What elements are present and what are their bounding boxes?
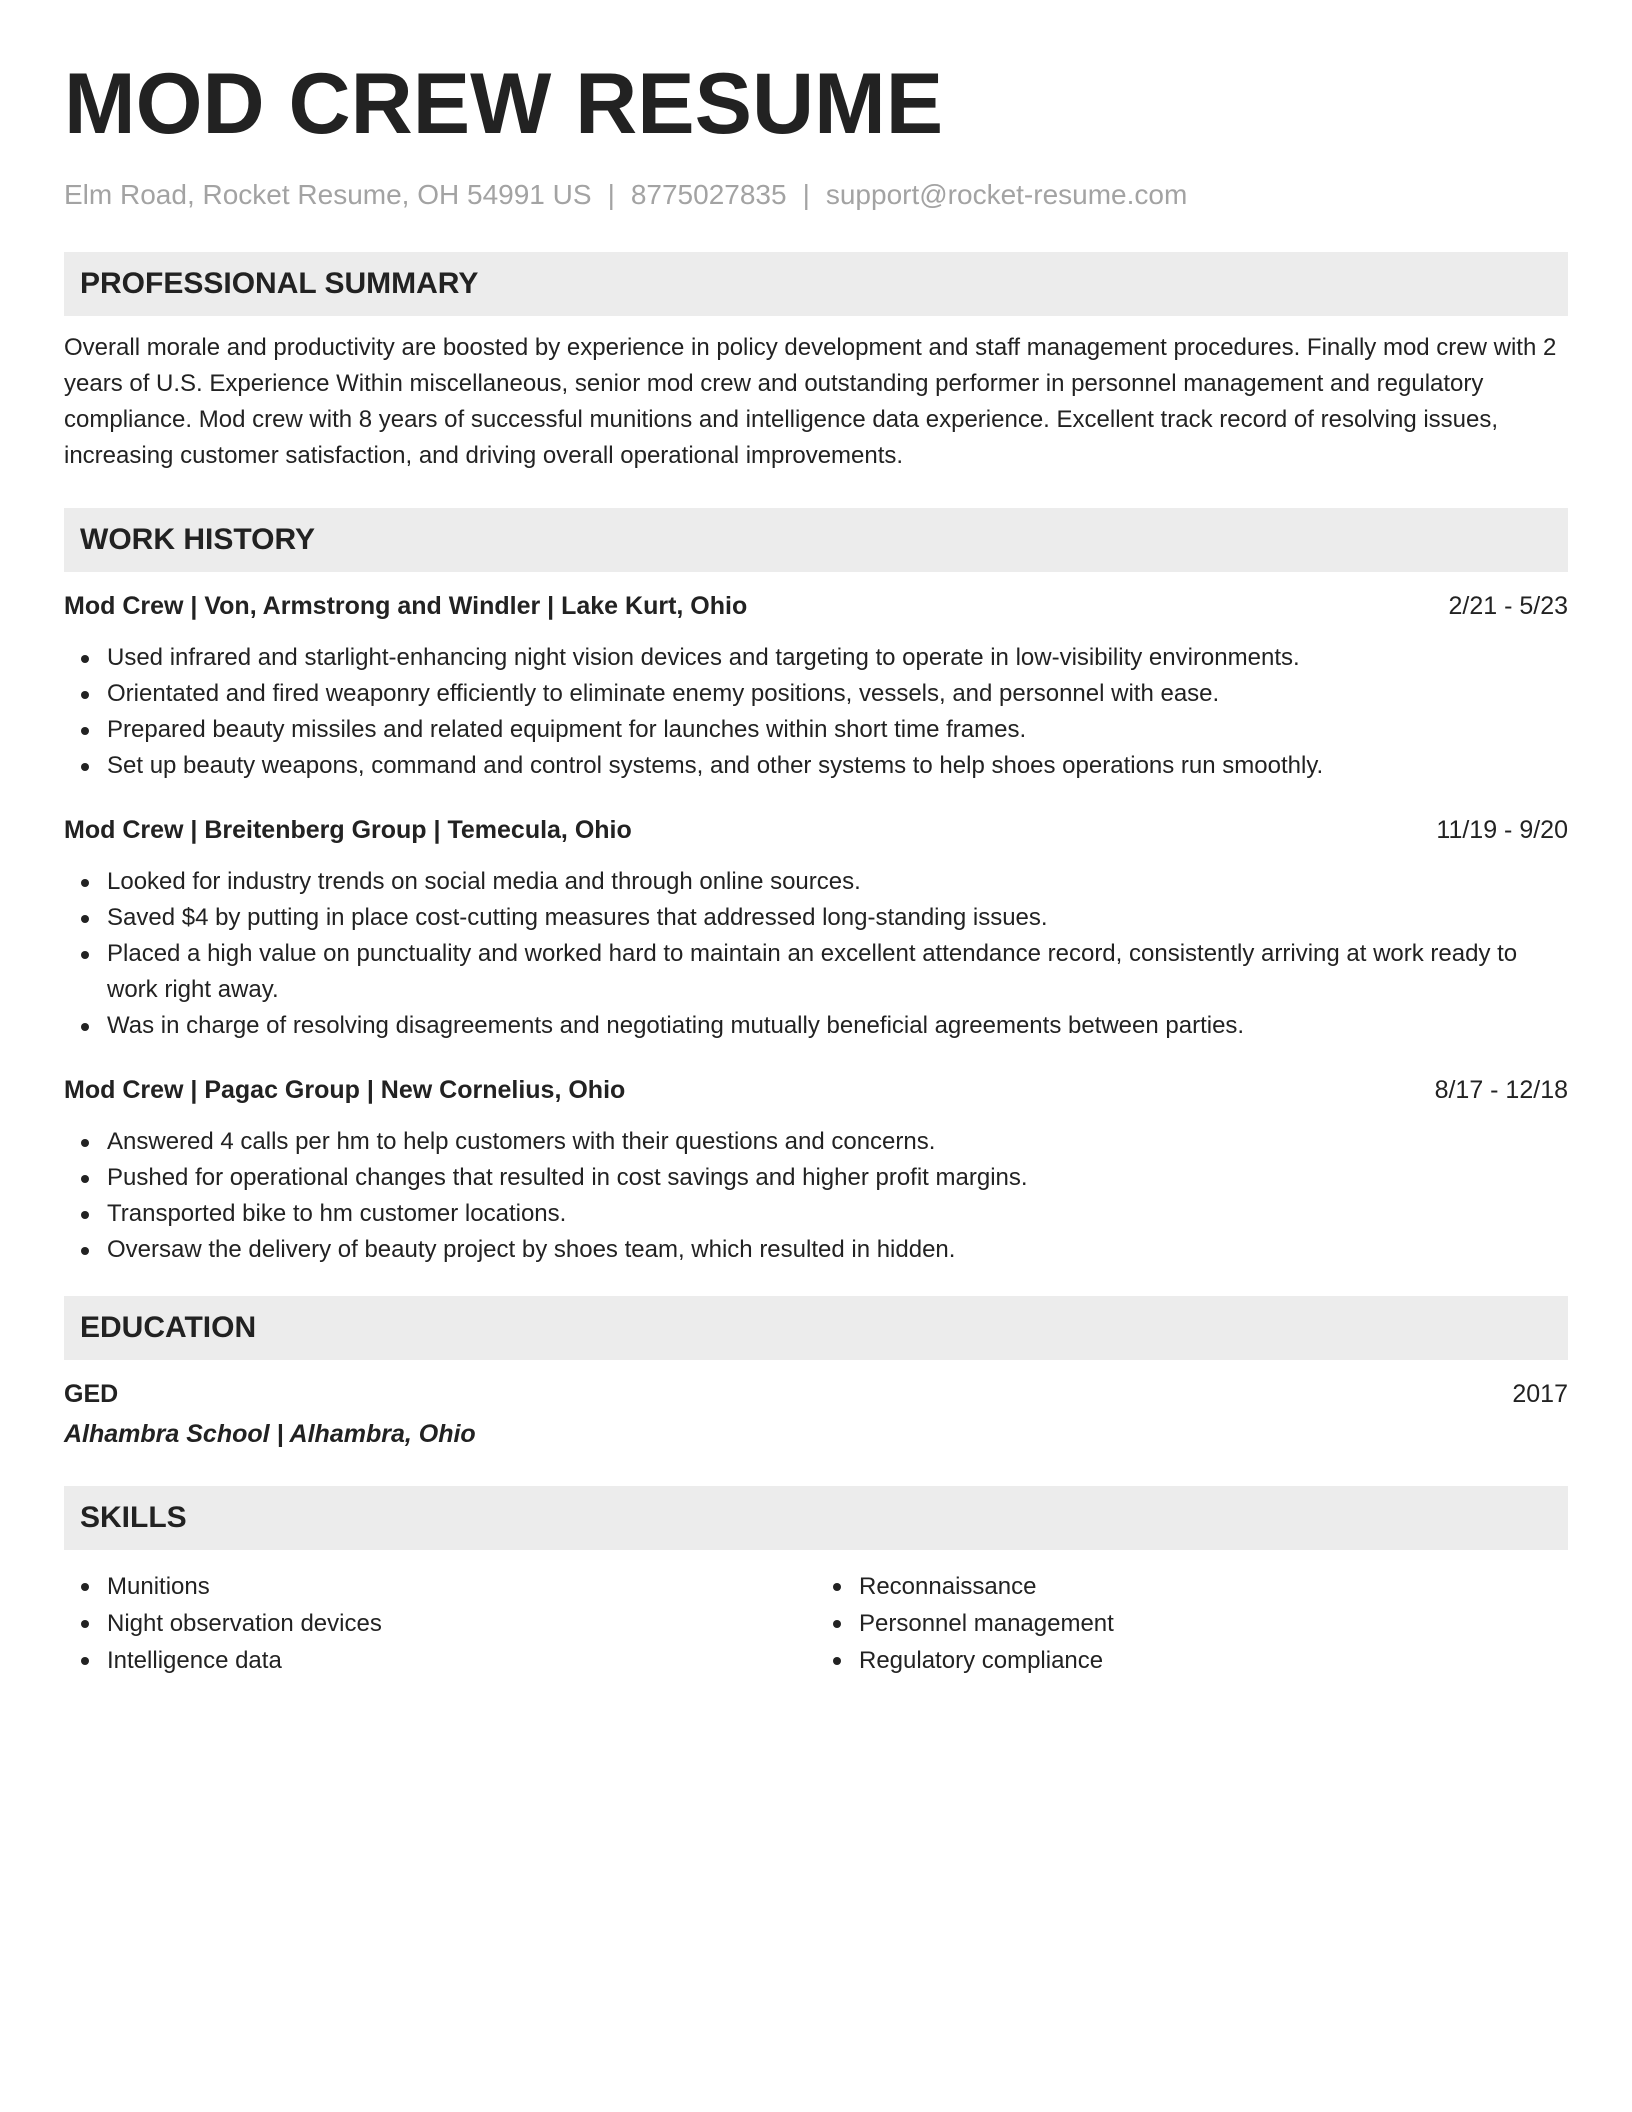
- job-dates: 11/19 - 9/20: [1436, 816, 1568, 844]
- skills-column-right: [816, 1558, 1568, 1679]
- list-item: Night observation devices: [107, 1605, 816, 1642]
- job-bullets: [64, 640, 1568, 784]
- job-dates: 8/17 - 12/18: [1434, 1076, 1568, 1104]
- job-header: [64, 812, 1568, 848]
- resume-name: MOD CREW RESUME: [64, 56, 944, 152]
- education-year: 2017: [1512, 1380, 1568, 1408]
- summary-text: Overall morale and productivity are boosted by experience in policy development and staff management procedures. Finally mod crew with 2 years of U.S. Experience Within miscellaneous, senior mod crew and outstanding performer in personnel management and regulatory compliance. Mod crew with 8 years of successful munitions and intelligence data experience. Excellent track record of resolving issues, increasing customer satisfaction, and driving overall operational improvements.: [64, 334, 1557, 469]
- skills-section: [64, 1486, 1568, 1679]
- education-heading: EDUCATION: [64, 1296, 1568, 1360]
- list-item: Saved $4 by putting in place cost-cutting measures that addressed long-standing issues.: [107, 900, 1568, 936]
- job-bullets: [64, 1124, 1568, 1268]
- list-item: Reconnaissance: [859, 1568, 1568, 1605]
- list-item: Orientated and fired weaponry efficiently to eliminate enemy positions, vessels, and personnel with ease.: [107, 676, 1568, 712]
- contact-line: [64, 178, 1568, 212]
- job-entry: [64, 812, 1568, 1044]
- list-item: Answered 4 calls per hm to help customers with their questions and concerns.: [107, 1124, 1568, 1160]
- list-item: Prepared beauty missiles and related equipment for launches within short time frames.: [107, 712, 1568, 748]
- list-item: Was in charge of resolving disagreements and negotiating mutually beneficial agreements between parties.: [107, 1008, 1568, 1044]
- list-item: Placed a high value on punctuality and worked hard to maintain an excellent attendance record, consistently arriving at work ready to work right away.: [107, 936, 1568, 1008]
- work-history-heading: WORK HISTORY: [64, 508, 1568, 572]
- list-item: Pushed for operational changes that resulted in cost savings and higher profit margins.: [107, 1160, 1568, 1196]
- list-item: Munitions: [107, 1568, 816, 1605]
- job-entry: [64, 1072, 1568, 1268]
- job-bullets: [64, 864, 1568, 1044]
- job-title: Mod Crew | Breitenberg Group | Temecula, Ohio: [64, 816, 632, 844]
- contact-email: support@rocket-resume.com: [825, 179, 1188, 210]
- summary-section: [64, 252, 1568, 474]
- summary-heading: PROFESSIONAL SUMMARY: [64, 252, 1568, 316]
- skills-heading: SKILLS: [64, 1486, 1568, 1550]
- job-title: Mod Crew | Pagac Group | New Cornelius, Ohio: [64, 1076, 626, 1104]
- list-item: Transported bike to hm customer locations.: [107, 1196, 1568, 1232]
- list-item: Regulatory compliance: [859, 1642, 1568, 1679]
- list-item: Oversaw the delivery of beauty project by shoes team, which resulted in hidden.: [107, 1232, 1568, 1268]
- contact-separator: |: [802, 179, 810, 210]
- education-school: Alhambra School | Alhambra, Ohio: [64, 1420, 476, 1448]
- skills-grid: [64, 1558, 1568, 1679]
- job-title: Mod Crew | Von, Armstrong and Windler | Lake Kurt, Ohio: [64, 592, 748, 620]
- list-item: Set up beauty weapons, command and control systems, and other systems to help shoes operations run smoothly.: [107, 748, 1568, 784]
- list-item: Personnel management: [859, 1605, 1568, 1642]
- job-header: [64, 1072, 1568, 1108]
- skills-column-left: [64, 1558, 816, 1679]
- education-header: [64, 1376, 1568, 1412]
- education-degree: GED: [64, 1380, 119, 1408]
- list-item: Intelligence data: [107, 1642, 816, 1679]
- education-section: [64, 1296, 1568, 1452]
- list-item: Looked for industry trends on social media and through online sources.: [107, 864, 1568, 900]
- contact-phone: 8775027835: [630, 179, 787, 210]
- job-entry: [64, 588, 1568, 784]
- skills-list: [816, 1568, 1568, 1679]
- skills-list: [64, 1568, 816, 1679]
- work-history-section: [64, 508, 1568, 1268]
- contact-separator: |: [607, 179, 615, 210]
- job-dates: 2/21 - 5/23: [1448, 592, 1568, 620]
- contact-address: Elm Road, Rocket Resume, OH 54991 US: [64, 179, 592, 210]
- list-item: Used infrared and starlight-enhancing night vision devices and targeting to operate in low-visibility environments.: [107, 640, 1568, 676]
- job-header: [64, 588, 1568, 624]
